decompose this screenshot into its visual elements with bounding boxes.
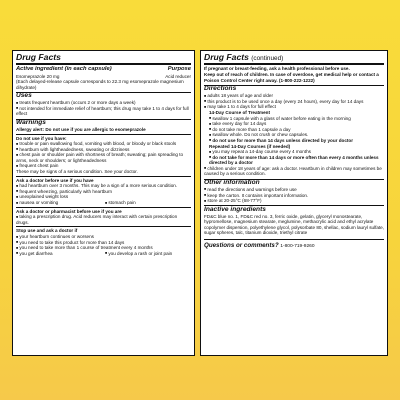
continued-label: (continued) <box>251 55 284 62</box>
stop-use-item: ■ your heartburn continues or worsens <box>16 234 191 240</box>
course-item: ■ do not take more than 1 capsule a day <box>204 127 384 133</box>
stop-use-item: ■ you need to take more than 1 course of treatment every 4 months <box>16 245 191 251</box>
do-not-use-item: ■ chest pain or shoulder pain with shortness of breath; sweating; pain spreading to arms, neck or shoulders; or lightheadedness <box>16 152 191 163</box>
repeated-item: ■ you may repeat a 14-day course every 4 months <box>204 149 384 155</box>
questions-label: Questions or comments? <box>204 242 279 250</box>
course-item: ■ take every day for 14 days <box>204 121 384 127</box>
directions-item: ■ adults 18 years of age and older <box>204 93 384 99</box>
directions-item: ■ may take 1 to 4 days for full effect <box>204 104 384 110</box>
ask-pharmacist-item: ■ taking a prescription drug. Acid reducers may interact with certain prescription drugs. <box>16 214 191 225</box>
course-item: ■ swallow whole. Do not crush or chew capsules. <box>204 132 384 138</box>
divider <box>16 176 191 177</box>
course-item: ■ swallow 1 capsule with a glass of water before eating in the morning <box>204 116 384 122</box>
do-not-use-item: ■ heartburn with lightheadedness, sweating or dizziness <box>16 147 191 153</box>
do-not-use-footer: These may be signs of a serious condition. See your doctor. <box>16 169 138 175</box>
do-not-use-item: ■ trouble or pain swallowing food, vomiting with blood, or bloody or black stools <box>16 141 191 147</box>
questions-line <box>204 239 384 250</box>
questions-phone: 1-800-719-9260 <box>280 244 315 250</box>
active-purpose: Acid reducer <box>165 73 191 79</box>
ask-doctor-row <box>16 200 191 206</box>
repeated-item: ■ do not take for more than 14 days or more often than every 4 months unless directed by a doctor <box>204 155 384 166</box>
ask-doctor-item: ■ nausea or vomiting <box>16 200 102 206</box>
active-ingredient-heading: Active ingredient (in each capsule) <box>16 66 112 73</box>
drug-facts-left-panel <box>12 50 195 356</box>
ask-doctor-item: ■ unexplained weight loss <box>16 194 191 200</box>
course-heading: 14-Day Course of Treatment <box>209 109 271 115</box>
active-ingredient: Esomeprazole 20 mg <box>16 73 60 79</box>
directions-heading: Directions <box>204 85 384 93</box>
inactive-ingredients-list: FD&C blue no. 1, FD&C red no. 3, ferric oxide, gelatin, glyceryl monostearate, hypromellose, magnesium stearate, meglumine, methacrylic acid and ethyl acrylate copolymer dispersion, polyethylene glycol, polysorbate 80, shellac, sodium lauryl sulfate, sugar spheres, talc, titanium dioxide, triethyl citrate <box>204 213 385 236</box>
other-info-item: ■ store at 20-25°C (68-77°F) <box>204 198 384 204</box>
divider <box>16 226 191 227</box>
allergy-alert: Allergy alert: Do not use if you are allergic to esomeprazole <box>16 126 146 132</box>
other-info-item: ■ read the directions and warnings before use <box>204 187 384 193</box>
active-ingredient-note: (Each delayed-release capsule corresponds to 22.3 mg esomeprazole magnesium dihydrate) <box>16 79 184 90</box>
drug-facts-right-panel <box>200 50 388 356</box>
ask-doctor-heading: Ask a doctor before use if you have <box>16 177 94 183</box>
stop-use-heading: Stop use and ask a doctor if <box>16 228 78 234</box>
uses-item: ■ treats frequent heartburn (occurs 2 or more days a week) <box>16 100 191 106</box>
drug-facts-title: Drug Facts <box>16 53 191 65</box>
other-info-item: ■ keep the carton. It contains important information. <box>204 193 384 199</box>
do-not-use-item: ■ frequent chest pain <box>16 163 191 169</box>
uses-item: ■ not intended for immediate relief of heartburn; this drug may take 1 to 4 days for full effect <box>16 106 191 117</box>
children-direction: ■ children under 18 years of age: ask a doctor. Heartburn in children may sometimes be caused by a serious condition. <box>204 166 384 177</box>
stop-use-item: ■ you develop a rash or joint pain <box>105 251 191 257</box>
directions-item: ■ this product is to be used once a day (every 24 hours), every day for 14 days <box>204 99 384 105</box>
stop-use-item: ■ you get diarrhea <box>16 251 102 257</box>
ask-pharmacist-heading: Ask a doctor or pharmacist before use if you are <box>16 208 122 214</box>
stop-use-item: ■ you need to take this product for more than 14 days <box>16 240 191 246</box>
divider <box>16 207 191 208</box>
drug-facts-title: Drug Facts <box>204 52 249 62</box>
ask-doctor-item: ■ had heartburn over 3 months. This may be a sign of a more serious condition. <box>16 183 191 189</box>
drug-facts-continued-title <box>204 53 384 65</box>
repeated-heading: Repeated 14-Day Courses (if needed) <box>209 143 291 149</box>
other-info-heading: Other information <box>204 179 384 187</box>
do-not-use-heading: Do not use if you have: <box>16 135 67 141</box>
warnings-heading: Warnings <box>16 119 191 127</box>
purpose-heading: Purpose <box>167 66 191 73</box>
divider <box>16 134 191 135</box>
pregnancy-warning: If pregnant or breast-feeding, ask a health professional before use. <box>204 66 350 72</box>
ask-doctor-item: ■ frequent wheezing, particularly with heartburn <box>16 189 191 195</box>
ask-doctor-item: ■ stomach pain <box>105 200 191 206</box>
active-ingredient-header <box>16 66 191 73</box>
keep-out-of-reach: Keep out of reach of children. In case of overdose, get medical help or contact a Poison Control Center right away. (1-800-222-1222) <box>204 72 379 83</box>
stop-use-row <box>16 251 191 257</box>
inactive-ingredients-heading: Inactive ingredients <box>204 205 384 213</box>
uses-heading: Uses <box>16 92 191 100</box>
course-item: ■ do not use for more than 14 days unless directed by your doctor <box>204 138 384 144</box>
